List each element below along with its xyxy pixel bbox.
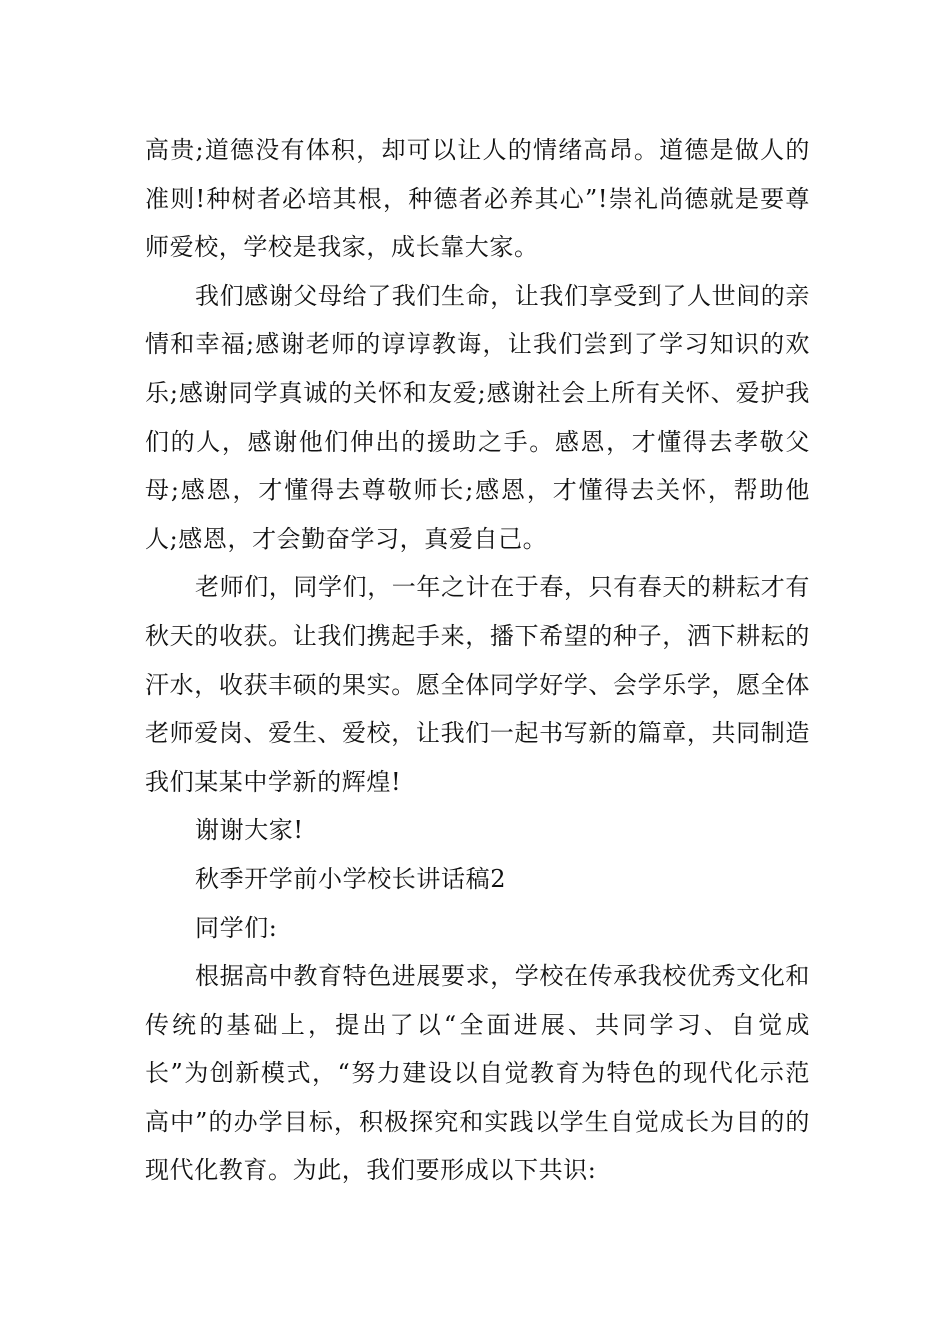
paragraph-thanks: 谢谢大家! xyxy=(195,816,304,845)
paragraph-4: 根据高中教育特色进展要求，学校在传承我校优秀文化和传统的基础上，提出了以“全面进展、共同学习、自觉成长”为创新模式，“努力建设以自觉教育为特色的现代化示范高中”的办学目标，积极探究和实践以学生自觉成长为目的的现代化教育。为此，我们要形成以下共识: xyxy=(145,962,810,1185)
paragraph-2: 我们感谢父母给了我们生命，让我们享受到了人世间的亲情和幸福;感谢老师的谆谆教诲，让我们尝到了学习知识的欢乐;感谢同学真诚的关怀和友爱;感谢社会上所有关怀、爱护我们的人，感谢他们伸出的援助之手。感恩，才懂得去孝敬父母;感恩，才懂得去尊敬师长;感恩，才懂得去关怀，帮助他人;感恩，才会勤奋学习，真爱自己。 xyxy=(145,281,810,553)
document-body xyxy=(145,126,810,1195)
section-title: 秋季开学前小学校长讲话稿2 xyxy=(195,864,507,893)
paragraph-1: 高贵;道德没有体积，却可以让人的情绪高昂。道德是做人的准则!种树者必培其根，种德者必养其心”!崇礼尚德就是要尊师爱校，学校是我家，成长靠大家。 xyxy=(145,136,810,262)
paragraph-3: 老师们，同学们，一年之计在于春，只有春天的耕耘才有秋天的收获。让我们携起手来，播下希望的种子，洒下耕耘的汗水，收获丰硕的果实。愿全体同学好学、会学乐学，愿全体老师爱岗、爱生、爱校，让我们一起书写新的篇章，共同制造我们某某中学新的辉煌! xyxy=(145,573,810,796)
salutation: 同学们: xyxy=(195,913,278,942)
